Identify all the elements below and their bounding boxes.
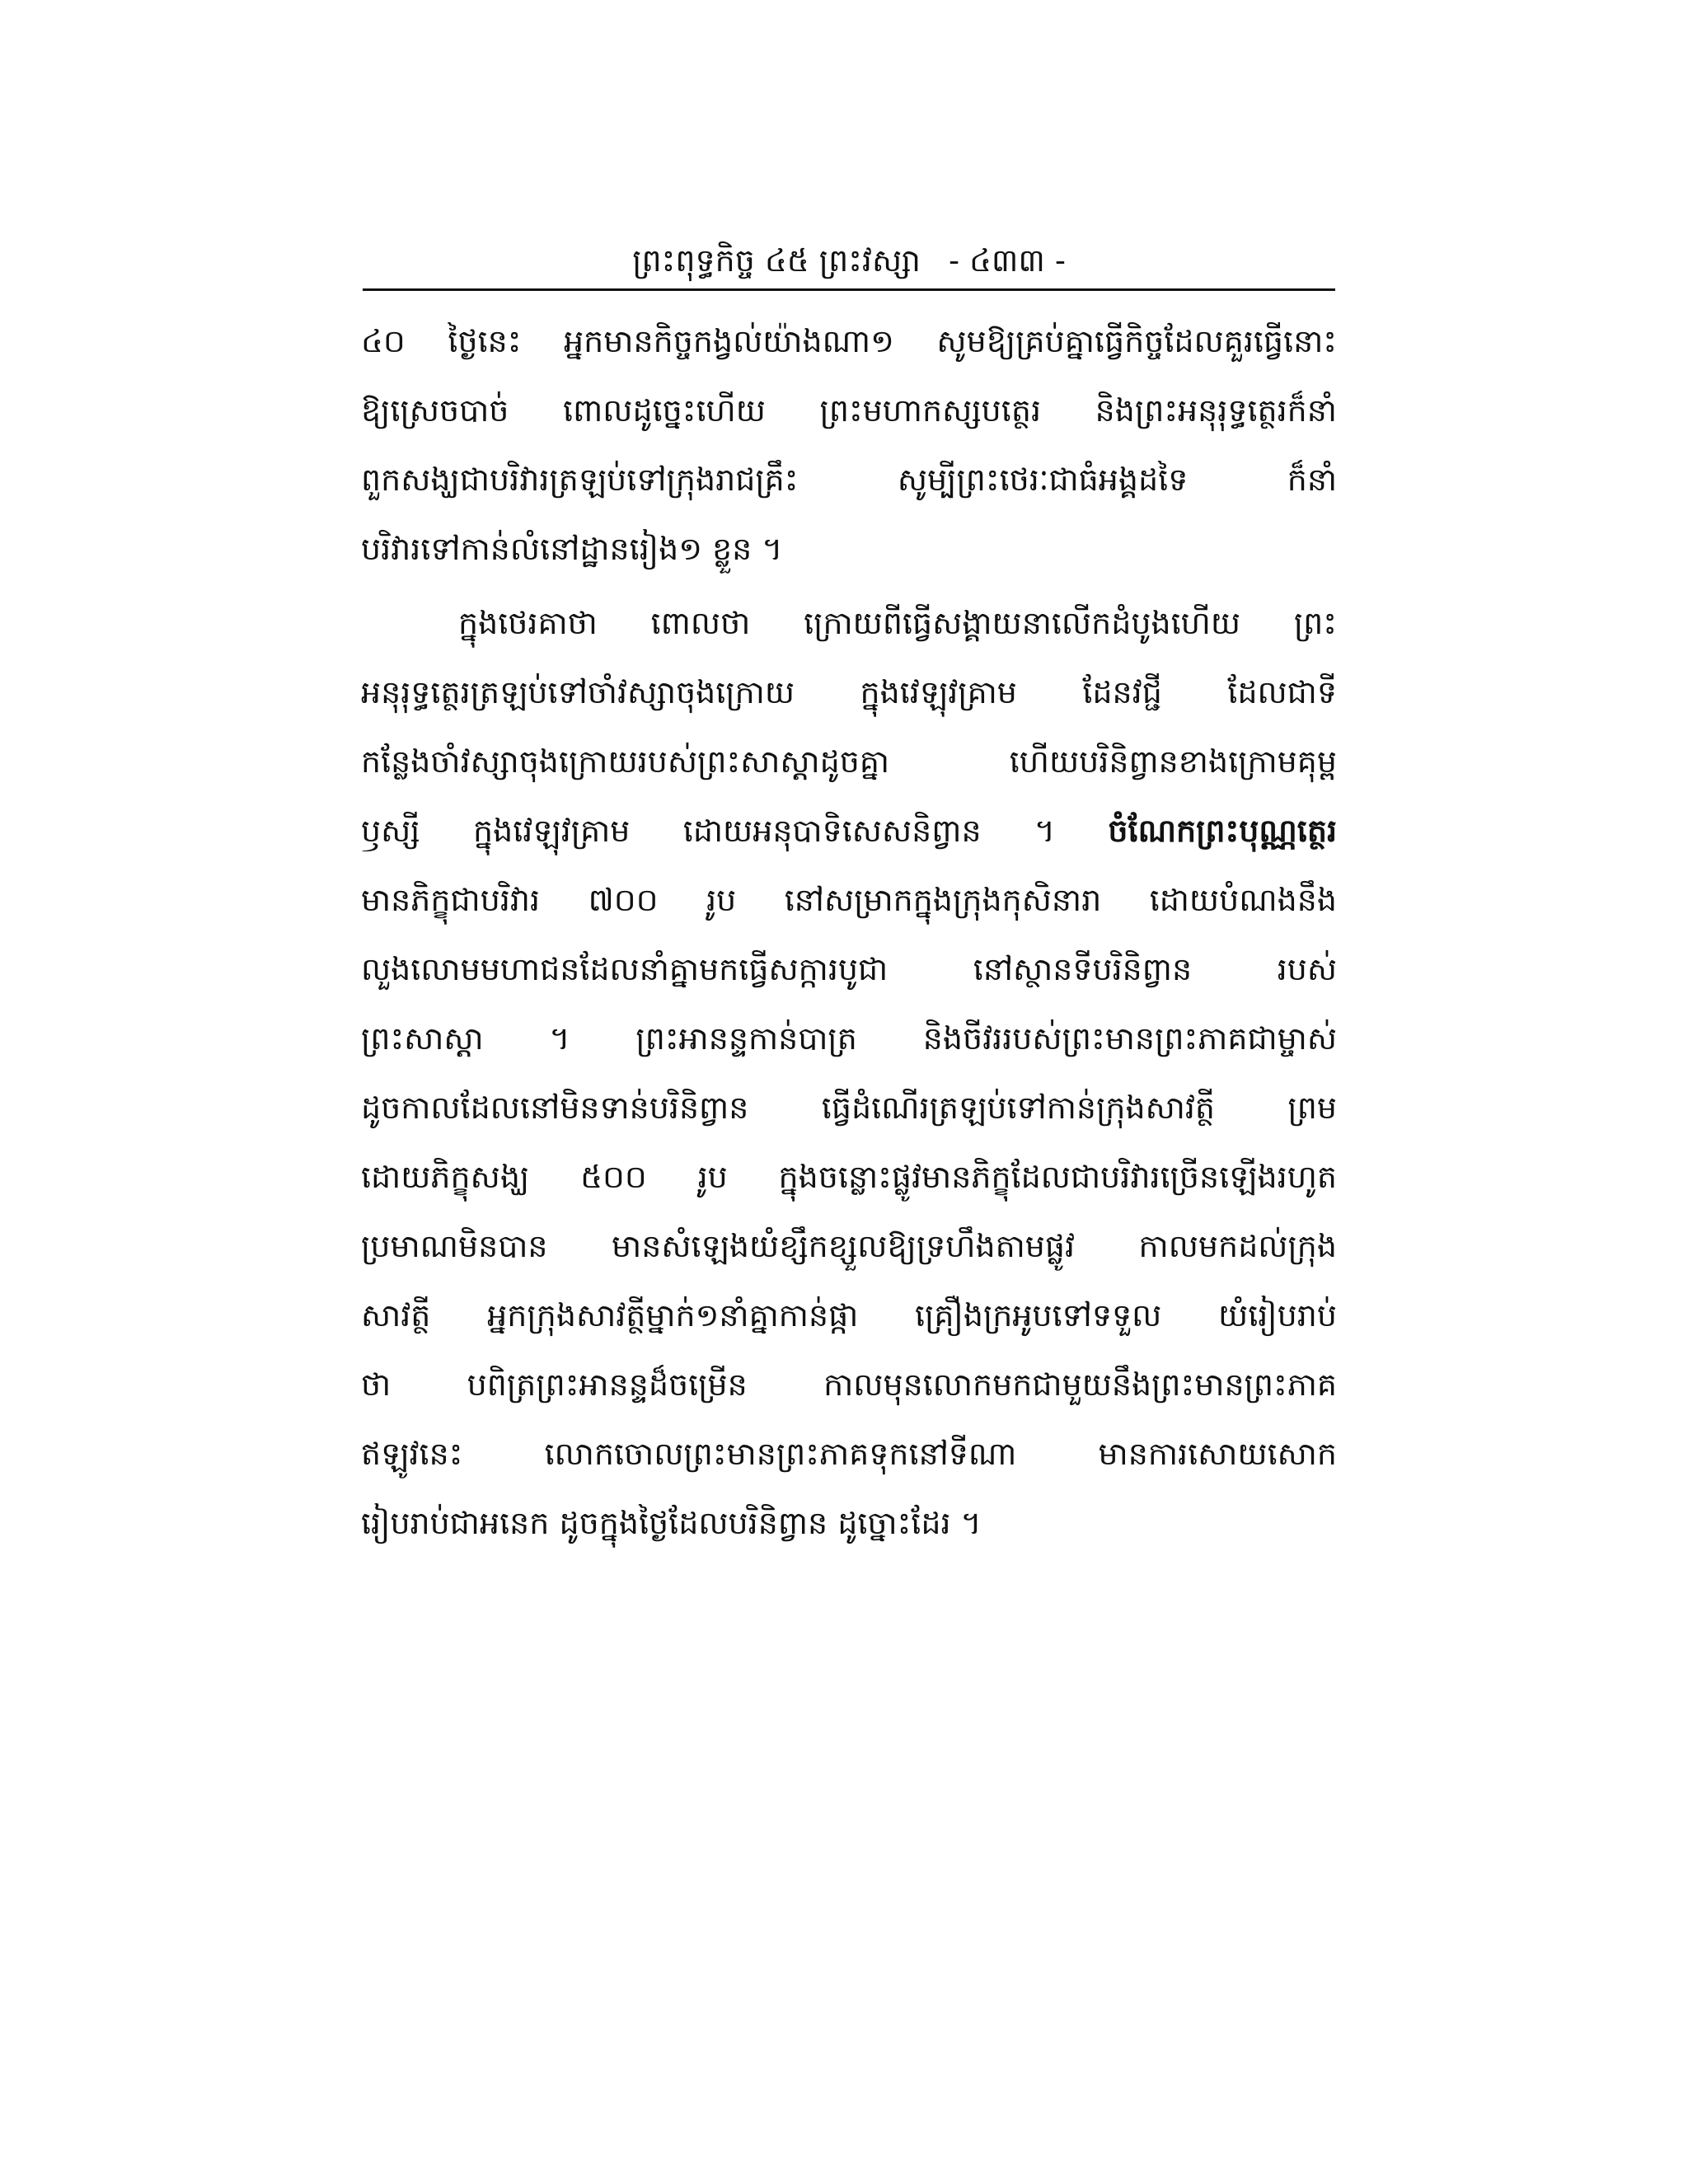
text-line: បរិវារទៅកាន់លំនៅដ្ឋានរៀង១ ខ្លួន ។	[361, 531, 783, 567]
text-line	[361, 796, 1337, 865]
text-line: ឥឡូវនេះ លោកចោលព្រះមានព្រះភាគទុកនៅទីណា មានការសោយសោក	[361, 1436, 1337, 1472]
text-line: លួងលោមមហាជនដែលនាំគ្នាមកធ្វើសក្ការបូជា នៅស្ថានទីបរិនិព្វាន របស់	[361, 951, 1337, 987]
book-title: ព្រះពុទ្ធកិច្ច ៤៥ ព្រះវស្សា	[632, 242, 921, 279]
bold-text-run: ចំណែកព្រះបុណ្ណត្ថេរ	[1108, 812, 1337, 849]
text-line: ថា បពិត្រព្រះអានន្ទដ៏ចម្រើន កាលមុនលោកមកជាមួយនឹងព្រះមានព្រះភាគ	[361, 1366, 1337, 1403]
text-line: មានភិក្ខុជាបរិវារ ៧០០ រូប នៅសម្រាកក្នុងក្រុងកុសិនារា ដោយបំណងនឹង	[361, 882, 1337, 918]
page-number: - ៤៣៣ -	[949, 242, 1066, 279]
text-run: ឫស្សី ក្នុងវេឡុវគ្រាម ដោយអនុបាទិសេសនិព្វាន ។	[361, 813, 1109, 849]
text-line: រៀបរាប់ជាអនេក ដូចក្នុងថ្ងៃដែលបរិនិព្វាន ដូច្នោះដែរ ។	[361, 1505, 982, 1541]
text-line: ក្នុងថេរគាថា ពោលថា ក្រោយពីធ្វើសង្គាយនាលើកដំបូងហើយ ព្រះ	[458, 605, 1337, 641]
text-line: ឱ្យស្រេចបាច់ ពោលដូច្នេះហើយ ព្រះមហាកស្សបត្ថេរ និងព្រះអនុរុទ្ធត្ថេរក៏នាំ	[361, 392, 1337, 429]
paragraph	[361, 307, 1337, 583]
paragraph	[361, 588, 1337, 1558]
text-line: ព្រះសាស្ដា ។ ព្រះអានន្ទកាន់បាត្រ និងចីវររបស់ព្រះមានព្រះភាគជាម្ចាស់	[361, 1020, 1337, 1057]
text-line: ដោយភិក្ខុសង្ឃ ៥០០ រូប ក្នុងចន្លោះផ្លូវមានភិក្ខុដែលជាបរិវារច្រើនឡើងរហូត	[361, 1159, 1337, 1195]
text-line: កន្លែងចាំវស្សាចុងក្រោយរបស់ព្រះសាស្ដាដូចគ្នា ហើយបរិនិព្វានខាងក្រោមគុម្ព	[361, 743, 1337, 780]
text-line: ប្រមាណមិនបាន មានសំឡេងយំខ្សឹកខ្សួលឱ្យទ្រហឹងតាមផ្លូវ កាលមកដល់ក្រុង	[361, 1228, 1337, 1264]
text-line: សាវត្ថី អ្នកក្រុងសាវត្ថីម្នាក់១នាំគ្នាកាន់ផ្កា គ្រឿងក្រអូបទៅទទួល យំរៀបរាប់	[361, 1297, 1337, 1333]
text-line: ដូចកាលដែលនៅមិនទាន់បរិនិព្វាន ធ្វើដំណើរត្រឡប់ទៅកាន់ក្រុងសាវត្ថី ព្រម	[361, 1090, 1337, 1126]
running-header	[363, 236, 1335, 285]
text-line: ពួកសង្ឃជាបរិវារត្រឡប់ទៅក្រុងរាជគ្រឹះ សូម្បីព្រះថេរៈជាធំអង្គដទៃ ក៏នាំ	[361, 462, 1337, 498]
text-line: ៤០ ថ្ងៃនេះ អ្នកមានកិច្ចកង្វល់យ៉ាងណា១ សូមឱ្យគ្រប់គ្នាធ្វើកិច្ចដែលគួរធ្វើនោះ	[361, 323, 1337, 359]
text-line: អនុរុទ្ធត្ថេរត្រឡប់ទៅចាំវស្សាចុងក្រោយ ក្នុងវេឡុវគ្រាម ដែនវជ្ជី ដែលជាទី	[361, 674, 1337, 710]
body-text	[361, 307, 1337, 1558]
header-rule	[363, 288, 1335, 291]
